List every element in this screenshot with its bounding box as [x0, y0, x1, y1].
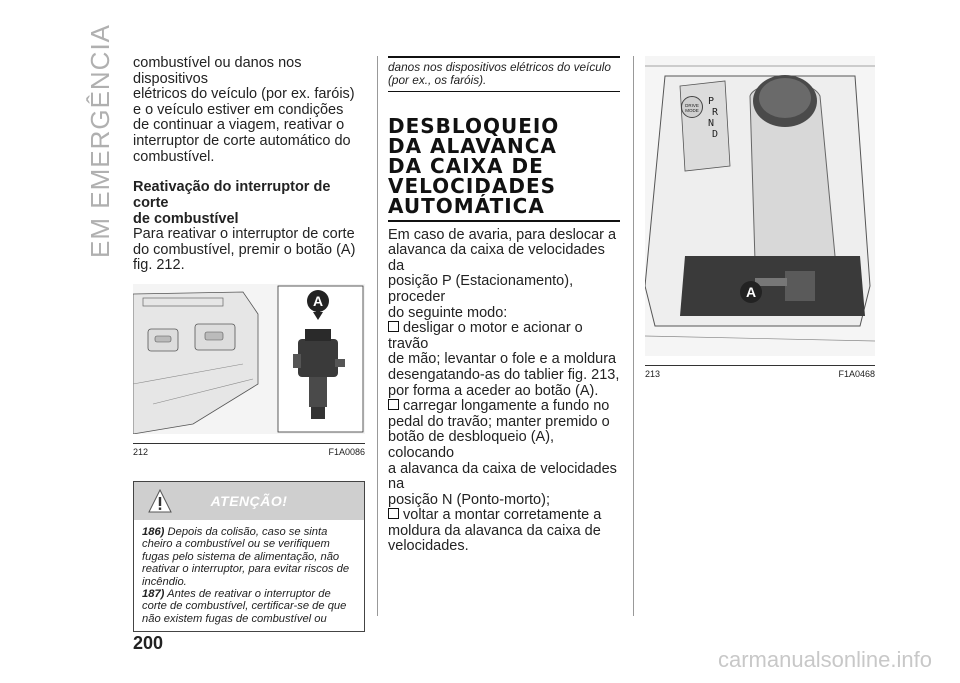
text-line: Em caso de avaria, para deslocar a [388, 226, 617, 243]
bullet-square-icon [388, 399, 399, 410]
drive-mode-label: MODE [685, 108, 699, 113]
subheading-reactivation [133, 179, 365, 227]
callout-a [740, 281, 762, 303]
text-line: incêndio. [142, 575, 187, 588]
text-line: alavanca da caixa de velocidades da [388, 242, 605, 274]
section-side-title [85, 23, 115, 258]
page-number: 200 [133, 633, 164, 653]
text-line: desengatando-as do tablier fig. 213, [388, 366, 620, 383]
column-divider-2 [633, 56, 634, 616]
text-line: velocidades. [388, 538, 469, 555]
gear-r: R [712, 107, 719, 118]
text-line: posição P (Estacionamento), proceder [388, 273, 574, 305]
reactivate-paragraph [133, 227, 365, 274]
title-line: DA ALAVANCA [388, 133, 557, 158]
text-line: desligar o motor e acionar o travão [388, 320, 583, 352]
text-line: pedal do travão; manter premido o [388, 413, 610, 430]
gear-p: P [708, 96, 715, 107]
text-line: do combustível, premir o botão (A) [133, 241, 356, 258]
figure-caption [645, 365, 875, 379]
column-1 [133, 56, 365, 632]
text-line: Depois da colisão, caso se sinta [167, 525, 328, 538]
text-line: por forma a aceder ao botão (A). [388, 382, 599, 399]
fuel-cutoff-illustration [133, 284, 365, 434]
text-line: de mão; levantar o fole e a moldura [388, 351, 617, 368]
item-number: 186) [142, 525, 165, 538]
text-line: corte de combustível, certificar-se de que [142, 600, 347, 613]
text-line: a alavanca da caixa de velocidades na [388, 460, 617, 493]
figure-caption [133, 443, 365, 457]
item-number: 187) [142, 587, 165, 600]
column-3 [645, 56, 875, 379]
title-line: DESBLOQUEIO [388, 113, 560, 138]
text-line: (por ex., os faróis). [388, 72, 487, 87]
figure-code: F1A0086 [328, 446, 365, 457]
text-line: e o veículo estiver em condições [133, 101, 344, 118]
text-line: carregar longamente a fundo no [403, 398, 610, 415]
text-line: Antes de reativar o interruptor de [167, 587, 331, 600]
text-line: fig. 212. [133, 257, 185, 274]
figure-212 [133, 284, 365, 457]
text-line: elétricos do veículo (por ex. faróis) [133, 86, 355, 103]
gear-n: N [708, 118, 715, 129]
text-line: combustível. [133, 148, 215, 165]
figure-213 [645, 56, 875, 379]
text-line: botão de desbloqueio (A), colocando [388, 429, 555, 461]
bullet-square-icon [388, 508, 399, 519]
text-line: interruptor de corte automático do [133, 132, 351, 149]
step-1 [388, 321, 620, 399]
text-line: reativar o interruptor, para evitar riscos de [142, 563, 350, 576]
subhead-line: de combustível [133, 211, 239, 228]
step-3 [388, 508, 620, 555]
text-line: fugas pelo sistema de alimentação, não [142, 550, 340, 563]
section-title [388, 113, 620, 222]
text-line: cheiro a combustível ou se verifiquem [142, 538, 330, 551]
text-line: do seguinte modo: [388, 304, 508, 321]
attention-header [134, 482, 364, 520]
side-title-text: EM EMERGÊNCIA [85, 23, 115, 258]
bullet-square-icon [388, 321, 399, 332]
text-line: Para reativar o interruptor de corte [133, 226, 355, 243]
subhead-line: Reativação do interruptor de corte [133, 179, 331, 212]
column-divider-1 [377, 56, 378, 616]
callout-a-label: A [745, 284, 757, 300]
attention-title: ATENÇÃO! [210, 492, 288, 509]
title-line: VELOCIDADES [388, 173, 557, 198]
step-2 [388, 399, 620, 508]
title-line: DA CAIXA DE [388, 153, 544, 178]
text-line: combustível ou danos nos dispositivos [133, 55, 302, 87]
intro-paragraph [133, 56, 365, 165]
figure-code: F1A0468 [838, 369, 875, 379]
gear-d: D [712, 129, 719, 140]
text-line: de continuar a viagem, reativar o [133, 117, 345, 134]
gear-lever-illustration [645, 56, 875, 356]
callout-a-label: A [312, 292, 324, 309]
title-line: AUTOMÁTICA [388, 193, 545, 218]
text-line: danos nos dispositivos elétricos do veículo [388, 60, 611, 74]
attention-box [133, 481, 365, 632]
text-line: posição N (Ponto-morto); [388, 491, 550, 508]
callout-a [307, 290, 329, 312]
gear-indicator [708, 96, 718, 140]
attention-body [134, 520, 364, 631]
text-line: voltar a montar corretamente a [403, 507, 602, 524]
procedure-intro [388, 228, 620, 322]
column-2 [388, 56, 620, 555]
drive-mode-label: DRIVE [685, 103, 699, 108]
figure-number: 213 [645, 369, 661, 379]
text-line: não existem fugas de combustível ou [142, 612, 327, 625]
watermark: carmanualsonline.info [717, 647, 932, 672]
text-line: moldura da alavanca da caixa de [388, 522, 601, 539]
drive-mode-button [681, 96, 703, 118]
continued-warning-text [388, 56, 620, 92]
figure-number: 212 [133, 446, 149, 457]
